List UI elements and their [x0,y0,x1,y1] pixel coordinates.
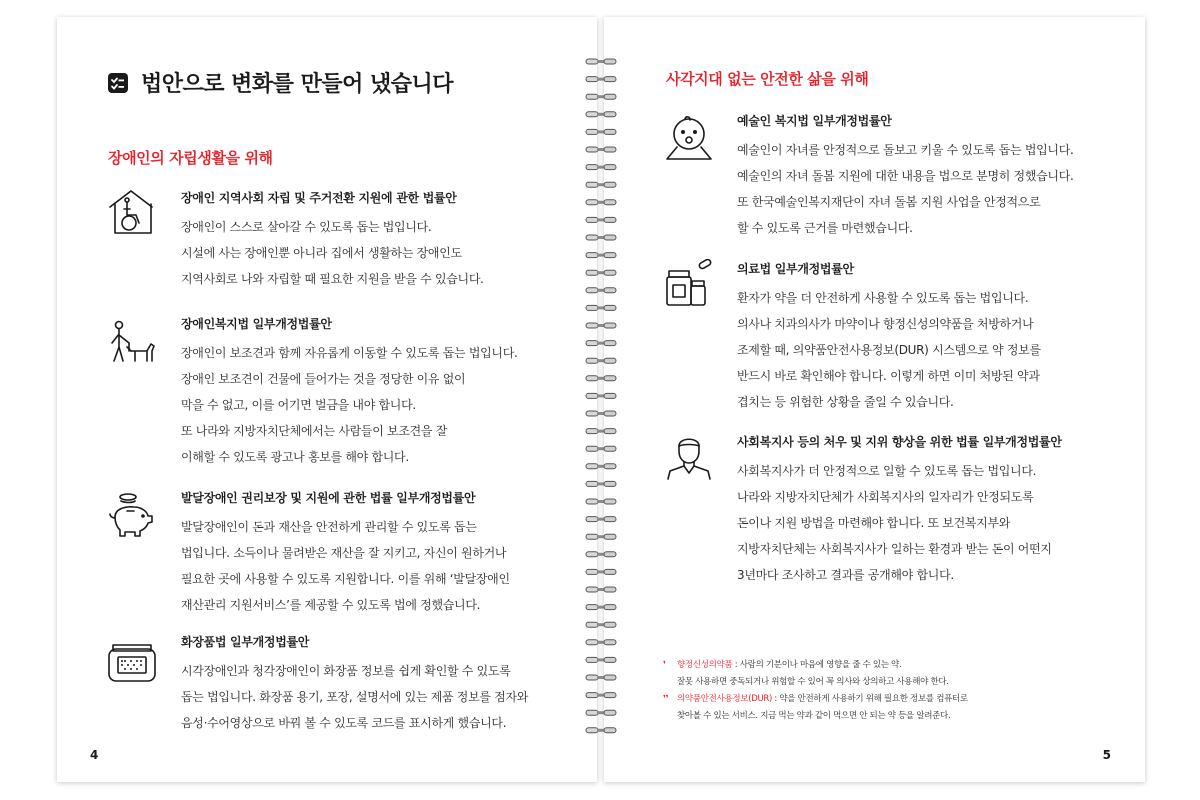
item-body [737,285,1041,415]
binding-ring [586,446,616,451]
item-body [181,514,510,618]
item-cosmetics-act [181,633,528,736]
body-line: 환자가 약을 더 안전하게 사용할 수 있도록 돕는 법입니다. [737,291,1029,305]
binding-ring [586,534,616,539]
binding-ring [586,147,616,152]
binding-ring [586,481,616,486]
item-developmental-disability-act [181,489,510,618]
footnote-mark: ❜ [663,660,666,670]
body-line: 예술인이 자녀를 안정적으로 돌보고 키울 수 있도록 돕는 법입니다. [737,143,1074,157]
binding-ring [586,429,616,434]
left-page [57,17,597,782]
binding-ring [586,270,616,275]
right-page [604,17,1145,782]
medicine-bottles-icon [664,259,714,309]
binding-ring [586,605,616,610]
binding-ring [586,376,616,381]
page-heading [107,67,453,98]
body-line: 또 나라와 지방자치단체에서는 사람들이 보조견을 잘 [181,424,447,438]
item-artist-welfare-act [737,112,1074,241]
binding-ring [586,517,616,522]
item-title: 발달장애인 권리보장 및 지원에 관한 법률 일부개정법률안 [181,491,476,505]
body-line: 돕는 법입니다. 화장품 용기, 포장, 설명서에 있는 제품 정보를 점자와 [181,690,529,704]
binding-ring [586,569,616,574]
body-line: 장애인이 스스로 살아갈 수 있도록 돕는 법입니다. [181,220,432,234]
binding-ring [586,341,616,346]
binding-ring [586,182,616,187]
house-wheelchair-icon [107,187,157,237]
body-line: 나라와 지방자치단체가 사회복지사의 일자리가 안정되도록 [737,490,1034,504]
binding-ring [586,323,616,328]
footnote-2-cont: 찾아볼 수 있는 서비스. 지금 먹는 약과 같이 먹으면 안 되는 약 등을 알려준다. [677,711,951,721]
binding-ring [586,253,616,258]
body-line: 음성·수어영상으로 바꿔 볼 수 있도록 코드를 표시하게 했습니다. [181,716,507,730]
footnote-2 [663,691,968,708]
item-body [737,137,1074,241]
body-line: 또 한국예술인복지재단이 자녀 돌봄 지원 사업을 안정적으로 [737,195,1041,209]
binding-ring [586,587,616,592]
binding-ring [586,675,616,680]
footnote-term: 향정신성의약품 [677,660,733,670]
binding-ring [586,464,616,469]
binding-ring [586,728,616,733]
footnote-mark: ❜❜ [663,694,669,704]
document-checklist-icon [107,72,129,94]
cosmetic-braille-icon [107,635,157,685]
item-social-worker-act [737,433,1062,588]
binding-ring [586,77,616,82]
item-body [181,340,518,470]
item-independent-living-act [181,189,484,292]
body-line: 시각장애인과 청각장애인이 화장품 정보를 쉽게 확인할 수 있도록 [181,664,511,678]
heading-text: 법안으로 변화를 만들어 냈습니다 [141,72,454,97]
item-welfare-act [181,315,518,470]
binding-ring [586,657,616,662]
item-medical-act [737,260,1041,415]
item-title: 장애인 지역사회 자립 및 주거전환 지원에 관한 법률안 [181,191,457,205]
body-line: 재산관리 지원서비스’를 제공할 수 있도록 법에 정했습니다. [181,598,481,612]
body-line: 할 수 있도록 근거를 마련했습니다. [737,221,913,235]
item-title: 장애인복지법 일부개정법률안 [181,317,332,331]
footnote-1-cont: 잘못 사용하면 중독되거나 위험할 수 있어 꼭 의사와 상의하고 사용해야 한다. [677,677,949,687]
footnote-term: 의약품안전사용정보(DUR) [677,694,773,704]
page-number: 5 [1102,748,1111,762]
body-line: 막을 수 없고, 이를 어기면 벌금을 내야 합니다. [181,398,416,412]
binding-ring [586,165,616,170]
binding-ring [586,393,616,398]
body-line: 반드시 바로 확인해야 합니다. 이렇게 하면 이미 처방된 약과 [737,369,1040,383]
item-body [181,658,528,736]
item-title: 예술인 복지법 일부개정법률안 [737,114,892,128]
binding-ring [586,200,616,205]
item-title: 의료법 일부개정법률안 [737,262,854,276]
body-line: 돈이나 지원 방법을 마련해야 합니다. 또 보건복지부와 [737,516,1011,530]
body-line: 이해할 수 있도록 광고나 홍보를 해야 합니다. [181,450,409,464]
page-number: 4 [90,748,99,762]
body-line: 지역사회로 나와 자립할 때 필요한 지원을 받을 수 있습니다. [181,272,484,286]
item-title: 화장품법 일부개정법률안 [181,635,310,649]
body-line: 지방자치단체는 사회복지사가 일하는 환경과 받는 돈이 어떤지 [737,542,1052,556]
binding-ring [586,129,616,134]
body-line: 필요한 곳에 사용할 수 있도록 지원합니다. 이를 위해 ‘발달장애인 [181,572,510,586]
binding-ring [586,710,616,715]
body-line: 장애인이 보조견과 함께 자유롭게 이동할 수 있도록 돕는 법입니다. [181,346,518,360]
body-line: 예술인의 자녀 돌봄 지원에 대한 내용을 법으로 분명히 정했습니다. [737,169,1074,183]
binding-ring [586,94,616,99]
spiral-binding [585,55,617,745]
binding-ring [586,411,616,416]
binding-ring [586,640,616,645]
binding-ring [586,217,616,222]
body-line: 장애인 보조견이 건물에 들어가는 것을 정당한 이유 없이 [181,372,466,386]
binding-ring [586,112,616,117]
body-line: 겹치는 등 위험한 상황을 줄일 수 있습니다. [737,395,954,409]
item-body [737,458,1062,588]
body-line: 사회복지사가 더 안정적으로 일할 수 있도록 돕는 법입니다. [737,464,1037,478]
binding-ring [586,288,616,293]
body-line: 의사나 치과의사가 마약이나 향정신성의약품을 처방하거나 [737,317,1034,331]
section-title-independent-living: 장애인의 자립생활을 위해 [108,149,273,167]
binding-ring [586,358,616,363]
binding-ring [586,552,616,557]
body-line: 발달장애인이 돈과 재산을 안전하게 관리할 수 있도록 돕는 [181,520,477,534]
binding-ring [586,622,616,627]
binding-ring [586,499,616,504]
guide-dog-icon [107,317,157,367]
binding-ring [586,235,616,240]
binding-ring [586,693,616,698]
item-title: 사회복지사 등의 처우 및 지위 향상을 위한 법률 일부개정법률안 [737,435,1062,449]
body-line: 법입니다. 소득이나 물려받은 재산을 잘 지키고, 자신이 원하거나 [181,546,507,560]
body-line: 3년마다 조사하고 결과를 공개해야 합니다. [737,568,954,582]
footnote-text: : 약을 안전하게 사용하기 위해 필요한 정보를 컴퓨터로 [772,694,968,704]
item-body [181,214,484,292]
body-line: 시설에 사는 장애인뿐 아니라 집에서 생활하는 장애인도 [181,246,462,260]
binding-ring [586,59,616,64]
footnotes [663,657,968,725]
footnote-text: : 사람의 기분이나 마음에 영향을 줄 수 있는 약. [732,660,902,670]
body-line: 조제할 때, 의약품안전사용정보(DUR) 시스템으로 약 정보를 [737,343,1041,357]
piggy-bank-icon [107,491,157,541]
baby-icon [664,113,714,163]
social-worker-icon [664,431,714,481]
footnote-1 [663,657,968,674]
section-title-safe-life: 사각지대 없는 안전한 삶을 위해 [666,70,869,88]
binding-ring [586,305,616,310]
